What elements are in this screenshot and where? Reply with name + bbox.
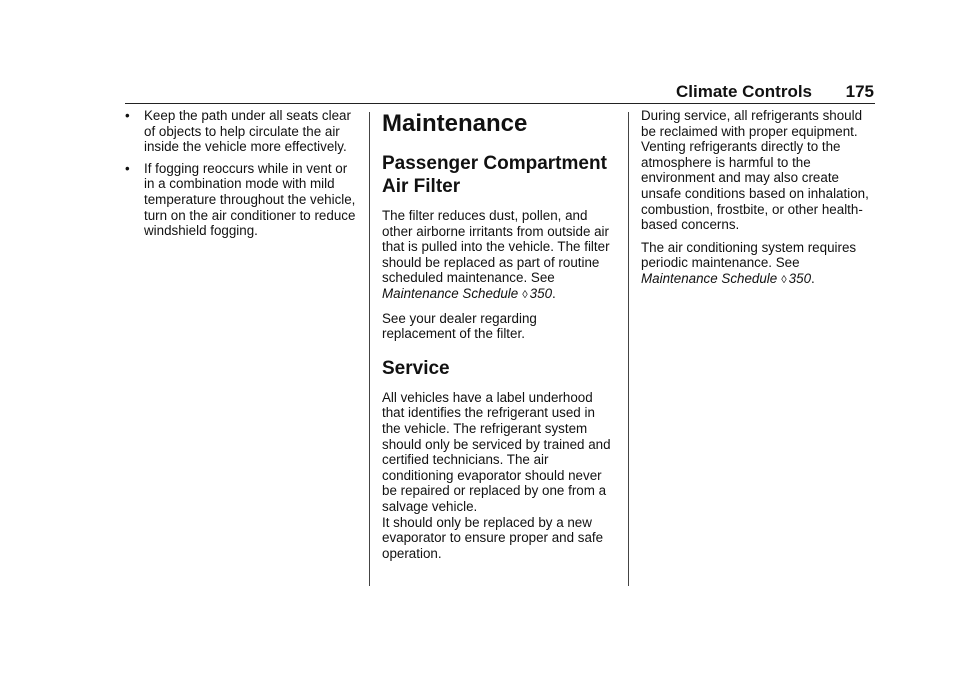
bullet-mark: •	[125, 160, 130, 176]
page-reference-icon: ◊	[781, 273, 787, 286]
section-title: Climate Controls	[676, 82, 813, 101]
heading-maintenance: Maintenance	[382, 110, 528, 137]
column-2	[382, 108, 614, 568]
maintenance-schedule-link[interactable]: Maintenance Schedule	[641, 270, 778, 286]
heading-air-filter: Passenger Compartment Air Filter	[382, 153, 607, 197]
header-rule	[125, 103, 875, 104]
page-reference-icon: ◊	[522, 288, 528, 301]
period: .	[811, 270, 815, 286]
bullet-text: If fogging reoccurs while in vent or in a combination mode with mild temperature throughout the vehicle, turn on the air conditioner to reduce windshield fogging.	[144, 160, 356, 239]
bullet-item	[125, 108, 357, 155]
page-reference[interactable]: 350	[788, 270, 812, 286]
evaporator-paragraph: It should only be replaced by a new evaporator to ensure proper and safe operation.	[382, 514, 604, 561]
refrigerant-paragraph: During service, all refrigerants should be reclaimed with proper equipment. Venting refrigerants directly to the atmosphere is harmful to the environment and may also create unsafe conditions based on inhalation, combustion, frostbite, or other health-based concerns.	[641, 108, 869, 233]
see-label: See	[530, 270, 555, 286]
page-header	[676, 80, 874, 102]
column-1	[125, 108, 357, 245]
bullet-mark: •	[125, 108, 130, 123]
filter-text: The filter reduces dust, pollen, and other airborne irritants from outside air that is pulled into the vehicle. The filter should be replaced as part of routine scheduled maintenance.	[382, 208, 610, 286]
column-divider-2	[628, 112, 629, 586]
page-number: 175	[845, 82, 874, 101]
service-paragraph: All vehicles have a label underhood that identifies the refrigerant used in the vehicle. The refrigerant system should only be serviced by trained and certified technicians. The air conditioning evaporator should never be repaired or replaced by one from a salvage vehicle.	[382, 389, 611, 514]
bullet-text: Keep the path under all seats clear of objects to help circulate the air inside the vehicle more effectively.	[144, 108, 351, 155]
column-3	[641, 108, 877, 296]
filter-paragraph	[382, 208, 614, 304]
period: .	[552, 285, 556, 301]
dealer-paragraph: See your dealer regarding replacement of the filter.	[382, 310, 537, 342]
maintenance-schedule-link[interactable]: Maintenance Schedule	[382, 285, 519, 301]
heading-service: Service	[382, 357, 450, 379]
bullet-item	[125, 161, 357, 239]
page-reference[interactable]: 350	[529, 285, 553, 301]
column-divider-1	[369, 112, 370, 586]
maintenance-text: The air conditioning system requires periodic maintenance. See	[641, 239, 857, 271]
maintenance-paragraph	[641, 240, 877, 289]
